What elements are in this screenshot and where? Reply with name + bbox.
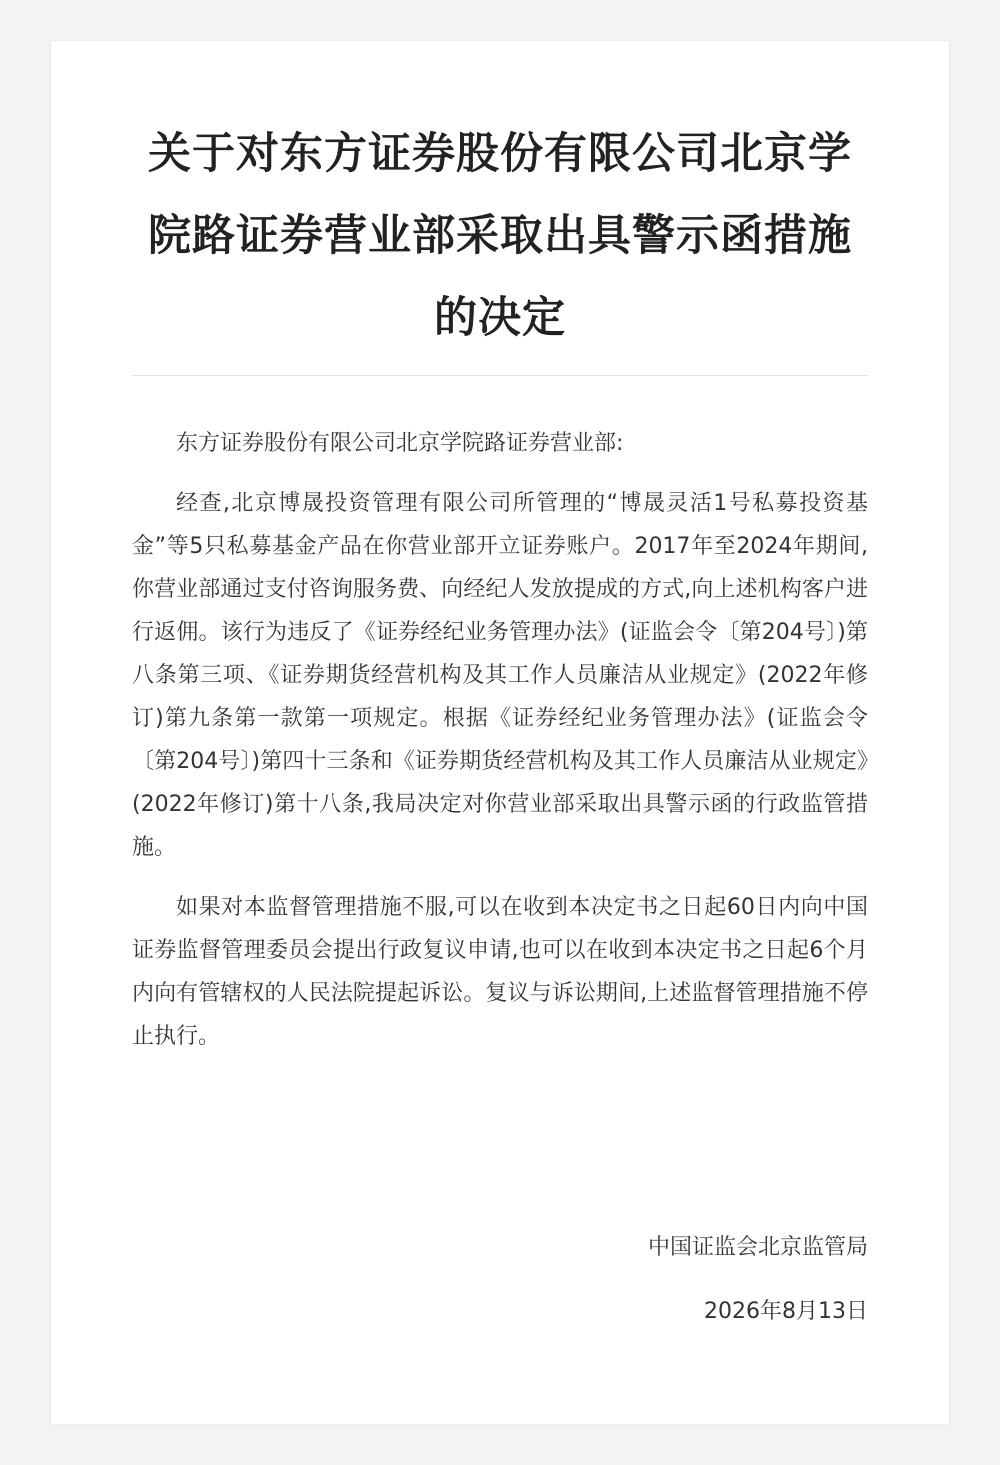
document-header bbox=[132, 113, 868, 376]
document-body bbox=[132, 422, 868, 1075]
appeal-paragraph: 如果对本监督管理措施不服,可以在收到本决定书之日起60日内向中国证券监督管理委员会提出行政复议申请,也可以在收到本决定书之日起6个月内向有管辖权的人民法院提起诉讼。复议与诉讼期间,上述监督管理措施不停止执行。 bbox=[132, 895, 868, 1049]
findings-paragraph: 经查,北京博晟投资管理有限公司所管理的“博晟灵活1号私募投资基金”等5只私募基金产品在你营业部开立证券账户。2017年至2024年期间,你营业部通过支付咨询服务费、向经纪人发放提成的方式,向上述机构客户进行返佣。该行为违反了《证券经纪业务管理办法》(证监会令〔第204号〕)第八条第三项、《证券期货经营机构及其工作人员廉洁从业规定》(2022年修订)第九条第一款第一项规定。根据《证券经纪业务管理办法》(证监会令〔第204号〕)第四十三条和《证券期货经营机构及其工作人员廉洁从业规定》(2022年修订)第十八条,我局决定对你营业部采取出具警示函的行政监管措施。 bbox=[132, 491, 868, 860]
addressee-paragraph: 东方证券股份有限公司北京学院路证券营业部: bbox=[176, 431, 624, 456]
document-title: 关于对东方证券股份有限公司北京学院路证券营业部采取出具警示函措施的决定 bbox=[148, 129, 852, 343]
document-page bbox=[51, 41, 949, 1424]
signature-organization: 中国证监会北京监管局 bbox=[647, 1235, 868, 1260]
signature-date: 2026年8月13日 bbox=[704, 1299, 868, 1324]
title-divider bbox=[132, 375, 868, 376]
